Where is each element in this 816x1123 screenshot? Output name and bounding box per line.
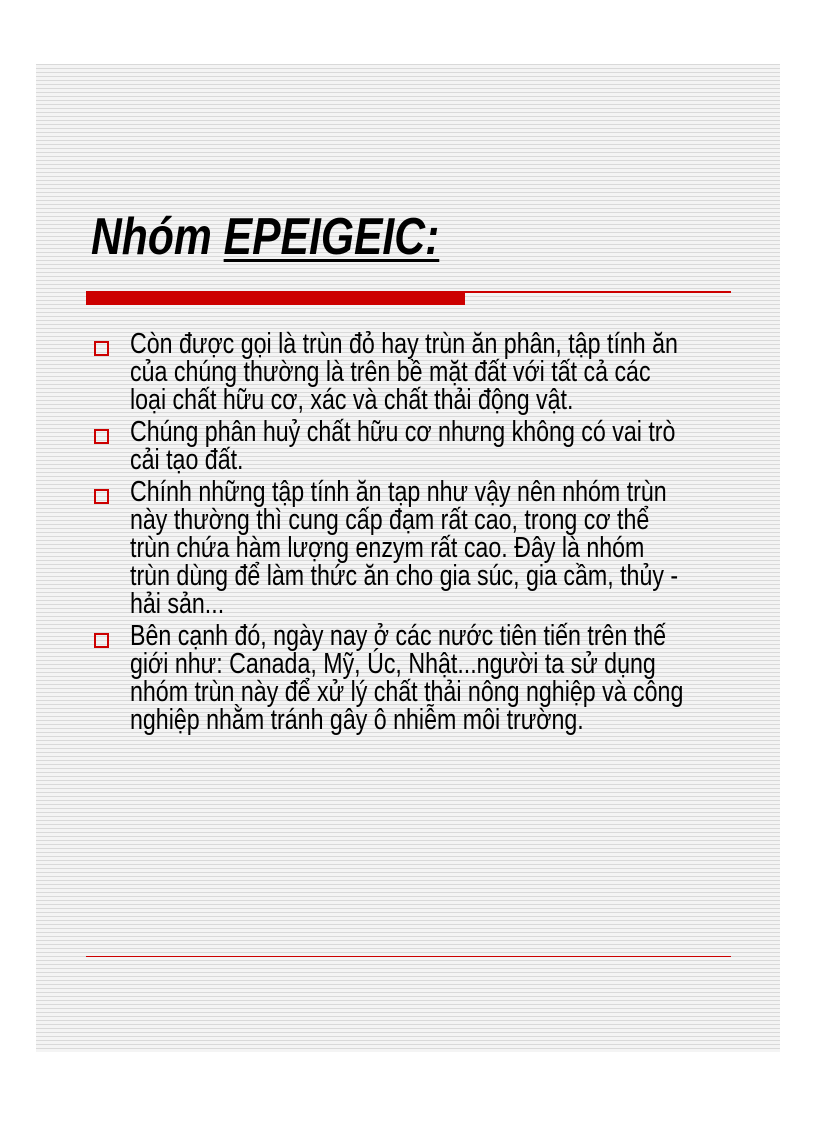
hollow-square-bullet-icon	[94, 341, 109, 356]
bullet-text-line: trùn chứa hàm lượng enzym rất cao. Đây là nhóm	[130, 532, 645, 564]
bullet-text-line: này thường thì cung cấp đạm rất cao, trong cơ thể	[130, 504, 650, 536]
title-accent: EPEIGEIC:	[223, 208, 440, 266]
title-rule-thin	[465, 291, 731, 293]
title-prefix: Nhóm	[91, 208, 224, 266]
bullet-text-line: Bên cạnh đó, ngày nay ở các nước tiên tiến trên thế	[130, 620, 667, 652]
bullet-text-line: Chính những tập tính ăn tạp như vậy nên nhóm trùn	[130, 476, 667, 508]
bullet-text-line: của chúng thường là trên bề mặt đất với tất cả các	[130, 356, 651, 388]
slide-title	[91, 202, 439, 272]
bullet-text-line: loại chất hữu cơ, xác và chất thải động vật.	[130, 384, 574, 416]
bullet-list	[94, 330, 816, 738]
hollow-square-bullet-icon	[94, 429, 109, 444]
slide	[36, 64, 780, 1052]
hollow-square-bullet-icon	[94, 633, 109, 648]
bullet-text-line: nghiệp nhằm tránh gây ô nhiễm môi trường.	[130, 704, 584, 736]
bullet-item	[94, 478, 816, 618]
bullet-text-line: cải tạo đất.	[130, 444, 244, 476]
bullet-text-line: Chúng phân huỷ chất hữu cơ nhưng không có vai trò	[130, 416, 676, 448]
bullet-text-line: trùn dùng để làm thức ăn cho gia súc, gia cầm, thủy -	[130, 560, 679, 592]
bullet-text-line: hải sản...	[130, 588, 225, 620]
bullet-text-line: giới như: Canada, Mỹ, Úc, Nhật...người ta sử dụng	[130, 648, 656, 680]
bullet-text-line: nhóm trùn này để xử lý chất thải nông nghiệp và công	[130, 676, 684, 708]
title-rule-thick	[86, 291, 465, 305]
bullet-item	[94, 330, 816, 414]
bottom-rule	[86, 956, 731, 957]
hollow-square-bullet-icon	[94, 489, 109, 504]
bullet-text-line: Còn được gọi là trùn đỏ hay trùn ăn phân, tập tính ăn	[130, 328, 678, 360]
bullet-item	[94, 418, 816, 474]
bullet-item	[94, 622, 816, 734]
